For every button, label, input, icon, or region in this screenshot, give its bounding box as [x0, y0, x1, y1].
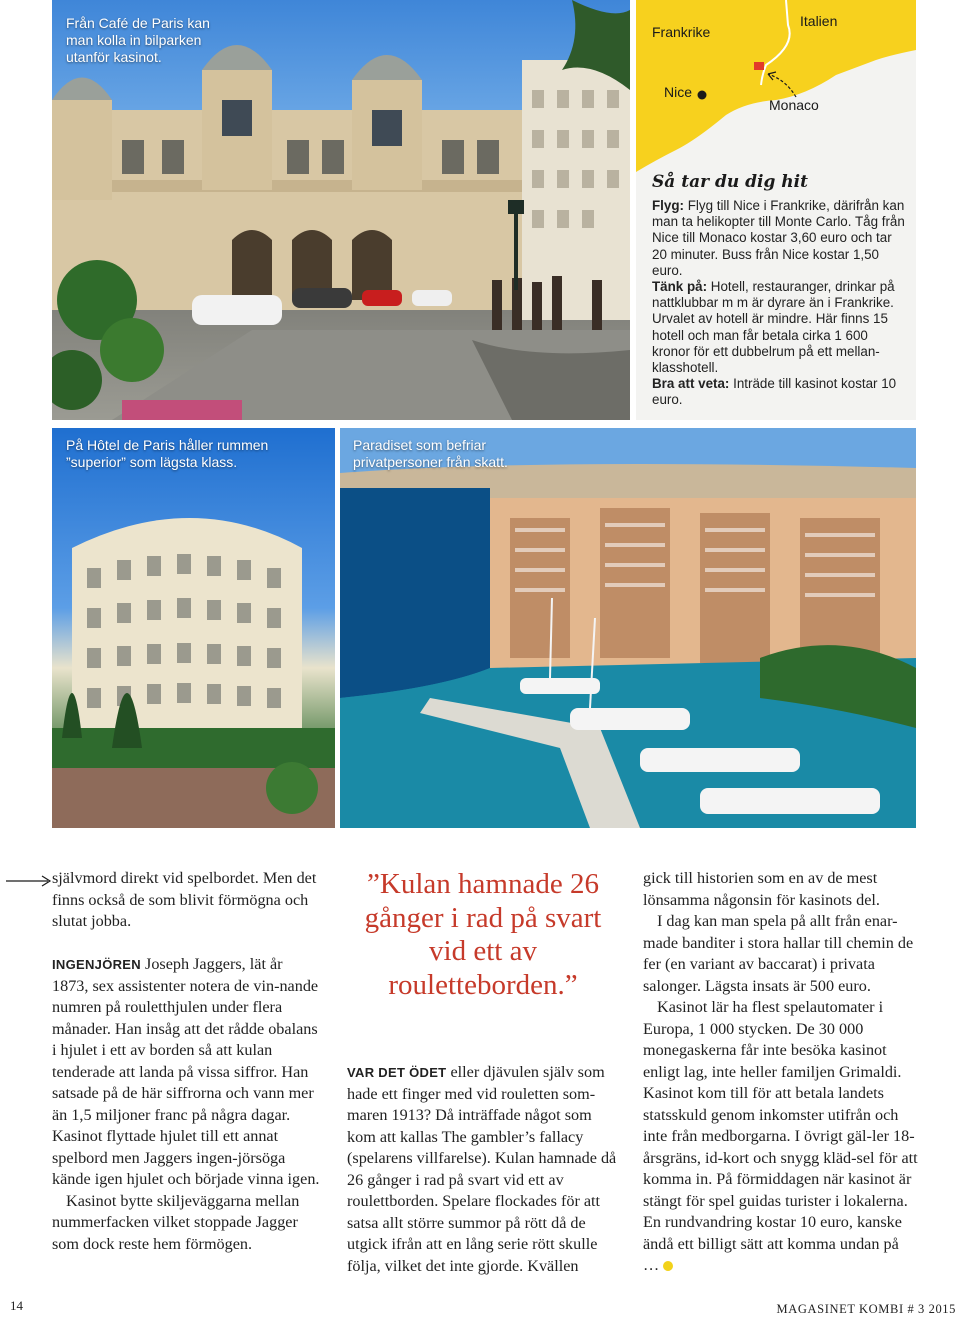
map-label-monaco: Monaco: [769, 97, 819, 113]
info-tank-label: Tänk på:: [652, 279, 708, 295]
info-bra-label: Bra att veta:: [652, 376, 730, 392]
col2-lead: VAR DET ÖDET: [347, 1065, 447, 1080]
col1-paragraph-2-text: Joseph Jaggers, lät år 1873, sex assistenter notera de vin-nande numren på rouletthjulen under flera månader. Han insåg att det rådde obalans i hjulet i ett av borden så att kulan tenderade att landa på vissa siffror. Han satsade på de här siffrorna och vann mer än 1,5 miljoner franc på några dagar. Kasinot flyttade hjulet till ett annat spelbord men Jaggers ingen-jörsöga kände igen hjulet och började vinna igen.: [52, 955, 320, 1188]
col3-paragraph-1: gick till historien som en av de mest lönsamma någonsin för kasinots del.: [643, 869, 880, 909]
info-tank: [652, 279, 907, 376]
info-flyg: [652, 198, 907, 279]
pull-quote: ”Kulan hamnade 26 gånger i rad på svart vid ett av rouletteborden.”: [364, 868, 602, 1001]
continuation-arrow-icon: [6, 874, 52, 888]
page-number: 14: [10, 1298, 23, 1313]
col1-lead: INGENJÖREN: [52, 957, 141, 972]
info-bra: [652, 376, 907, 408]
info-heading: Så tar du dig hit: [652, 172, 808, 192]
casino-caption: Från Café de Paris kan man kolla in bilparken utanför kasinot.: [66, 15, 210, 65]
harbor-photo-illustration: [340, 428, 916, 828]
map-label-italien: Italien: [800, 13, 838, 29]
map-label-frankrike: Frankrike: [652, 24, 711, 40]
harbor-photo: [340, 428, 916, 828]
col1-paragraph-2: [52, 954, 320, 1191]
info-flyg-label: Flyg:: [652, 198, 684, 213]
info-body: [652, 198, 907, 409]
casino-photo: [52, 0, 630, 420]
col1-paragraph-3: Kasinot bytte skiljeväggarna mellan nummerfacken vilket stoppade Jagger som dock reste hem förmögen.: [52, 1191, 300, 1253]
col2-text: eller djävulen själv som hade ett finger med vid rouletten som-maren 1913? Då inträffade något som kom att kallas The gambler’s fallacy (spelarens villfarelse). Kulan hamnade då 26 gånger i rad på svart vid ett av roulettborden. Spelare flockades för att satsa allt större summor på rött då de utgick ifrån att en lång serie rött skulle följa, vilket det inte gjorde. Kvällen: [347, 1063, 617, 1275]
col3-paragraph-2: I dag kan man spela på allt från enar-made banditer i stora hallar till chemin de fer (en variant av baccarat) i privata salonger. Lägsta insats är 500 euro.: [643, 912, 914, 995]
info-panel: [636, 0, 916, 420]
map-label-nice: Nice: [664, 84, 693, 100]
hotel-photo-illustration: [52, 428, 335, 828]
harbor-caption: Paradiset som befriar privatpersoner från skatt.: [353, 437, 508, 470]
article-column-2: [347, 1062, 619, 1277]
col1-paragraph-1: självmord direkt vid spelbordet. Men det finns också de som blivit förmögna och slutat jobba.: [52, 869, 317, 930]
magazine-footer: MAGASINET KOMBI # 3 2015: [776, 1302, 956, 1316]
col3-paragraph-3-text: Kasinot lär ha flest spelautomater i Europa, 1 000 stycken. De 30 000 monegaskerna får inte besöka kasinot enligt lag, inte heller familjen Grimaldi. Kasinot kom till för att betala landets statsskuld genom inkomster utifrån och inte från medborgarna. I övrigt gäl-ler 18-årsgräns, id-kort och snygg kläd-sel för att komma in. På förmiddagen när kasinot är stängt för spel guidas turister i lokalerna. En rundvandring kostar 10 euro, kanske ändå ett billigt sätt att komma undan på …: [643, 998, 918, 1274]
col3-paragraph-3: [643, 997, 918, 1277]
hotel-caption: På Hôtel de Paris håller rummen ”superior” som lägsta klass.: [66, 437, 269, 470]
article-column-1: [52, 868, 320, 1255]
hotel-photo: [52, 428, 335, 828]
info-tank-text: Hotell, restauranger, drinkar på nattklubbar m m är dyrare än i Frankrike. Urvalet av hotell är mindre. Här finns 15 hotell och man får betala cirka 1 600 kronor för ett dubbelrum på ett mellan-klasshotell.: [652, 279, 895, 376]
article-column-3: [643, 868, 918, 1277]
info-flyg-text: Flyg till Nice i Frankrike, därifrån kan man ta helikopter till Monte Carlo. Tåg från Nice till Monaco kostar 3,60 euro och tar 20 minuter. Buss från Nice kostar 1,50 euro.: [652, 198, 905, 278]
end-mark-dot-icon: [663, 1261, 673, 1271]
info-bra-text: Inträde till kasinot kostar 10 euro.: [652, 376, 897, 408]
col2-paragraph: [347, 1062, 619, 1277]
